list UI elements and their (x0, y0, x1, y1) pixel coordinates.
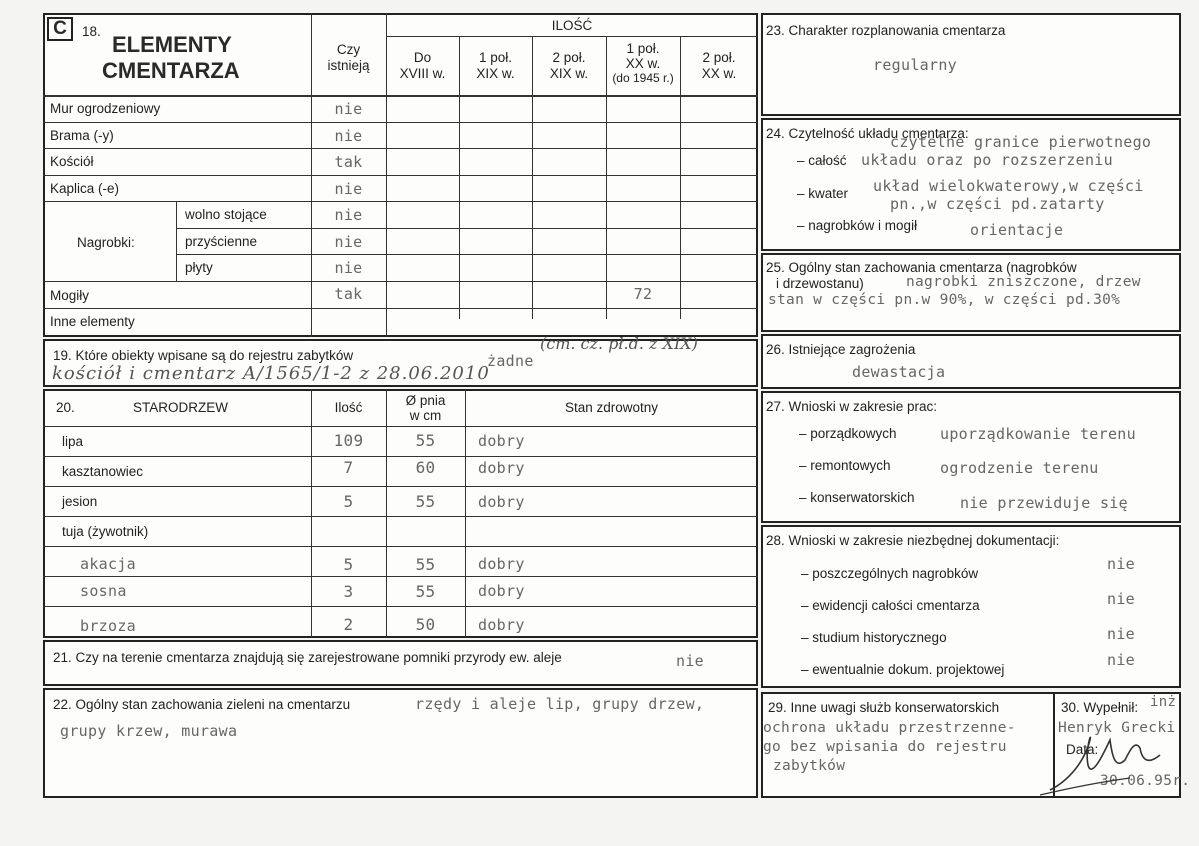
section-24-kwater-line1: układ wielokwaterowy,w części (873, 177, 1144, 195)
section-28-item2-value: nie (1107, 590, 1135, 608)
section-27-remontowych-label: – remontowych (799, 458, 891, 473)
section-25-label-line1: 25. Ogólny stan zachowania cmentarza (nagrobków (766, 260, 1077, 275)
section-24-label: 24. Czytelność układu cmentarza: (766, 126, 969, 141)
tree-diameter-brzoza: 50 (415, 615, 436, 634)
signature-scribble (1030, 720, 1180, 800)
row-label-przyscienne: przyścienne (185, 234, 258, 249)
tree-name-jesion: jesion (62, 494, 98, 509)
row-label-plyty: płyty (185, 260, 213, 275)
section-28-item4-value: nie (1107, 651, 1135, 669)
section-22-value-line2: grupy krzew, murawa (60, 722, 238, 740)
section-24-calosc-line2: układu oraz po rozszerzeniu (861, 151, 1113, 169)
row-label-mogily: Mogiły (50, 288, 90, 303)
row-value-przyscienne: nie (334, 233, 363, 251)
tree-state-brzoza: dobry (478, 616, 525, 634)
tree-count-sosna: 3 (343, 582, 354, 601)
row-value-mur: nie (334, 100, 363, 118)
section-30-name: Henryk Grecki (1058, 720, 1176, 736)
section-28-item4-label: – ewentualnie dokum. projektowej (801, 662, 1005, 677)
section-23-label: 23. Charakter rozplanowania cmentarza (766, 23, 1006, 38)
section-24-calosc-line1: czytelne granice pierwotnego (890, 133, 1152, 151)
section-20-stan-header: Stan zdrowotny (564, 400, 659, 415)
row-value-brama: nie (334, 127, 363, 145)
nagrobki-label: Nagrobki: (77, 235, 135, 250)
section-19-handwritten-entry: kościół i cmentarz A/1565/1-2 z 28.06.2010 (52, 363, 490, 384)
tree-diameter-kasztanowiec: 60 (415, 458, 436, 477)
section-18-number: 18. (82, 24, 101, 39)
section-29-value-line1: ochrona układu przestrzenne- (763, 720, 1016, 736)
section-26-value: dewastacja (852, 363, 946, 381)
section-28-label: 28. Wnioski w zakresie niezbędnej dokumentacji: (766, 533, 1060, 548)
tree-name-akacja: akacja (80, 555, 136, 573)
tree-name-sosna: sosna (80, 582, 127, 600)
section-18-title-line1: ELEMENTY (112, 32, 232, 57)
section-28-item2-label: – ewidencji całości cmentarza (801, 598, 980, 613)
section-29-value-line3: zabytków (773, 758, 846, 774)
tree-count-lipa: 109 (333, 431, 364, 450)
row-value-kaplica: nie (334, 180, 363, 198)
section-24-kwater-line2: pn.,w części pd.zatarty (890, 195, 1105, 213)
section-21-label: 21. Czy na terenie cmentarza znajdują się zarejestrowane pomniki przyrody ew. aleje (53, 650, 562, 665)
row-label-mur: Mur ogrodzeniowy (50, 101, 161, 116)
section-26-label: 26. Istniejące zagrożenia (766, 342, 916, 357)
section-27-konserwatorskich-value: nie przewiduje się (960, 494, 1128, 512)
section-letter-c: C (47, 17, 73, 41)
tree-state-sosna: dobry (478, 582, 525, 600)
section-27-porzadkowych-label: – porządkowych (799, 426, 897, 441)
section-25-value-line2: stan w części pn.w 90%, w części pd.30% (768, 292, 1121, 308)
tree-state-akacja: dobry (478, 555, 525, 573)
row-label-wolno-stojace: wolno stojące (185, 207, 267, 222)
section-24-calosc-label: – całość (797, 153, 847, 168)
section-18-title-line2: CMENTARZA (102, 58, 240, 83)
tree-state-kasztanowiec: dobry (478, 459, 525, 477)
tree-name-kasztanowiec: kasztanowiec (62, 464, 144, 479)
tree-name-lipa: lipa (62, 434, 84, 449)
section-19-handwritten-note: (cm. cz. pł.d. z XIX) (540, 334, 698, 353)
section-30-date-label: Data: (1066, 742, 1099, 757)
section-30-label: 30. Wypełnił: (1061, 700, 1139, 715)
section-28-item3-label: – studium historycznego (801, 630, 947, 645)
section-20-pnia-header: Ø pnia w cm (405, 393, 446, 423)
czy-istnieja-header: Czy istnieją (327, 42, 370, 73)
tree-diameter-sosna: 55 (415, 582, 436, 601)
section-29-label: 29. Inne uwagi służb konserwatorskich (768, 700, 1000, 715)
section-20-number: 20. (56, 400, 75, 415)
tree-diameter-lipa: 55 (415, 431, 436, 450)
period-header-4: 1 poł. XX w. (do 1945 r.) (612, 41, 674, 85)
mogily-count: 72 (633, 285, 653, 303)
section-23-value: regularny (873, 56, 957, 74)
section-24-nagrobkow-value: orientacje (970, 221, 1064, 239)
period-header-3: 2 poł. XIX w. (549, 50, 589, 81)
tree-count-jesion: 5 (343, 492, 354, 511)
section-27-konserwatorskich-label: – konserwatorskich (799, 490, 915, 505)
row-value-wolno-stojace: nie (334, 206, 363, 224)
section-27-porzadkowych-value: uporządkowanie terenu (940, 425, 1136, 443)
section-25-value-line1: nagrobki zniszczone, drzew (906, 274, 1141, 290)
tree-name-tuja: tuja (żywotnik) (62, 524, 149, 539)
period-header-2: 1 poł. XIX w. (476, 50, 515, 81)
section-30-date: 30.06.95r. (1100, 773, 1191, 789)
tree-count-kasztanowiec: 7 (343, 458, 354, 477)
tree-diameter-jesion: 55 (415, 492, 436, 511)
row-label-inne: Inne elementy (50, 314, 135, 329)
section-28-item1-value: nie (1107, 555, 1135, 573)
tree-state-jesion: dobry (478, 493, 525, 511)
period-header-1: Do XVIII w. (399, 50, 446, 81)
section-19-typed: żadne (487, 352, 534, 370)
section-24-kwater-label: – kwater (797, 186, 849, 201)
section-27-label: 27. Wnioski w zakresie prac: (766, 399, 938, 414)
section-20-ilosc-header: Ilość (334, 400, 363, 415)
row-value-plyty: nie (334, 259, 363, 277)
section-24-nagrobkow-label: – nagrobków i mogił (797, 218, 918, 233)
section-29-value-line2: go bez wpisania do rejestru (763, 739, 1007, 755)
tree-count-akacja: 5 (343, 555, 354, 574)
row-label-kosciol: Kościół (50, 154, 94, 169)
period-header-5: 2 poł. XX w. (701, 50, 737, 81)
section-28-item1-label: – poszczególnych nagrobków (801, 566, 979, 581)
row-value-mogily: tak (334, 285, 363, 303)
row-value-kosciol: tak (334, 153, 363, 171)
tree-name-brzoza: brzoza (80, 617, 136, 635)
section-28-item3-value: nie (1107, 625, 1135, 643)
section-20-title: STARODRZEW (133, 400, 228, 415)
row-label-brama: Brama (-y) (50, 128, 114, 143)
section-25-label-line2: i drzewostanu) (776, 276, 864, 291)
section-22-value-line1: rzędy i aleje lip, grupy drzew, (415, 695, 705, 713)
tree-state-lipa: dobry (478, 432, 525, 450)
tree-diameter-akacja: 55 (415, 555, 436, 574)
section-21-value: nie (676, 652, 704, 670)
row-label-kaplica: Kaplica (-e) (50, 181, 120, 196)
tree-count-brzoza: 2 (343, 615, 354, 634)
section-19-label: 19. Które obiekty wpisane są do rejestru zabytków (53, 348, 354, 363)
section-22-label: 22. Ogólny stan zachowania zieleni na cmentarzu (53, 697, 351, 712)
section-27-remontowych-value: ogrodzenie terenu (940, 459, 1099, 477)
section-30-title: inż (1150, 694, 1177, 710)
ilosc-header: ILOŚĆ (551, 18, 593, 33)
